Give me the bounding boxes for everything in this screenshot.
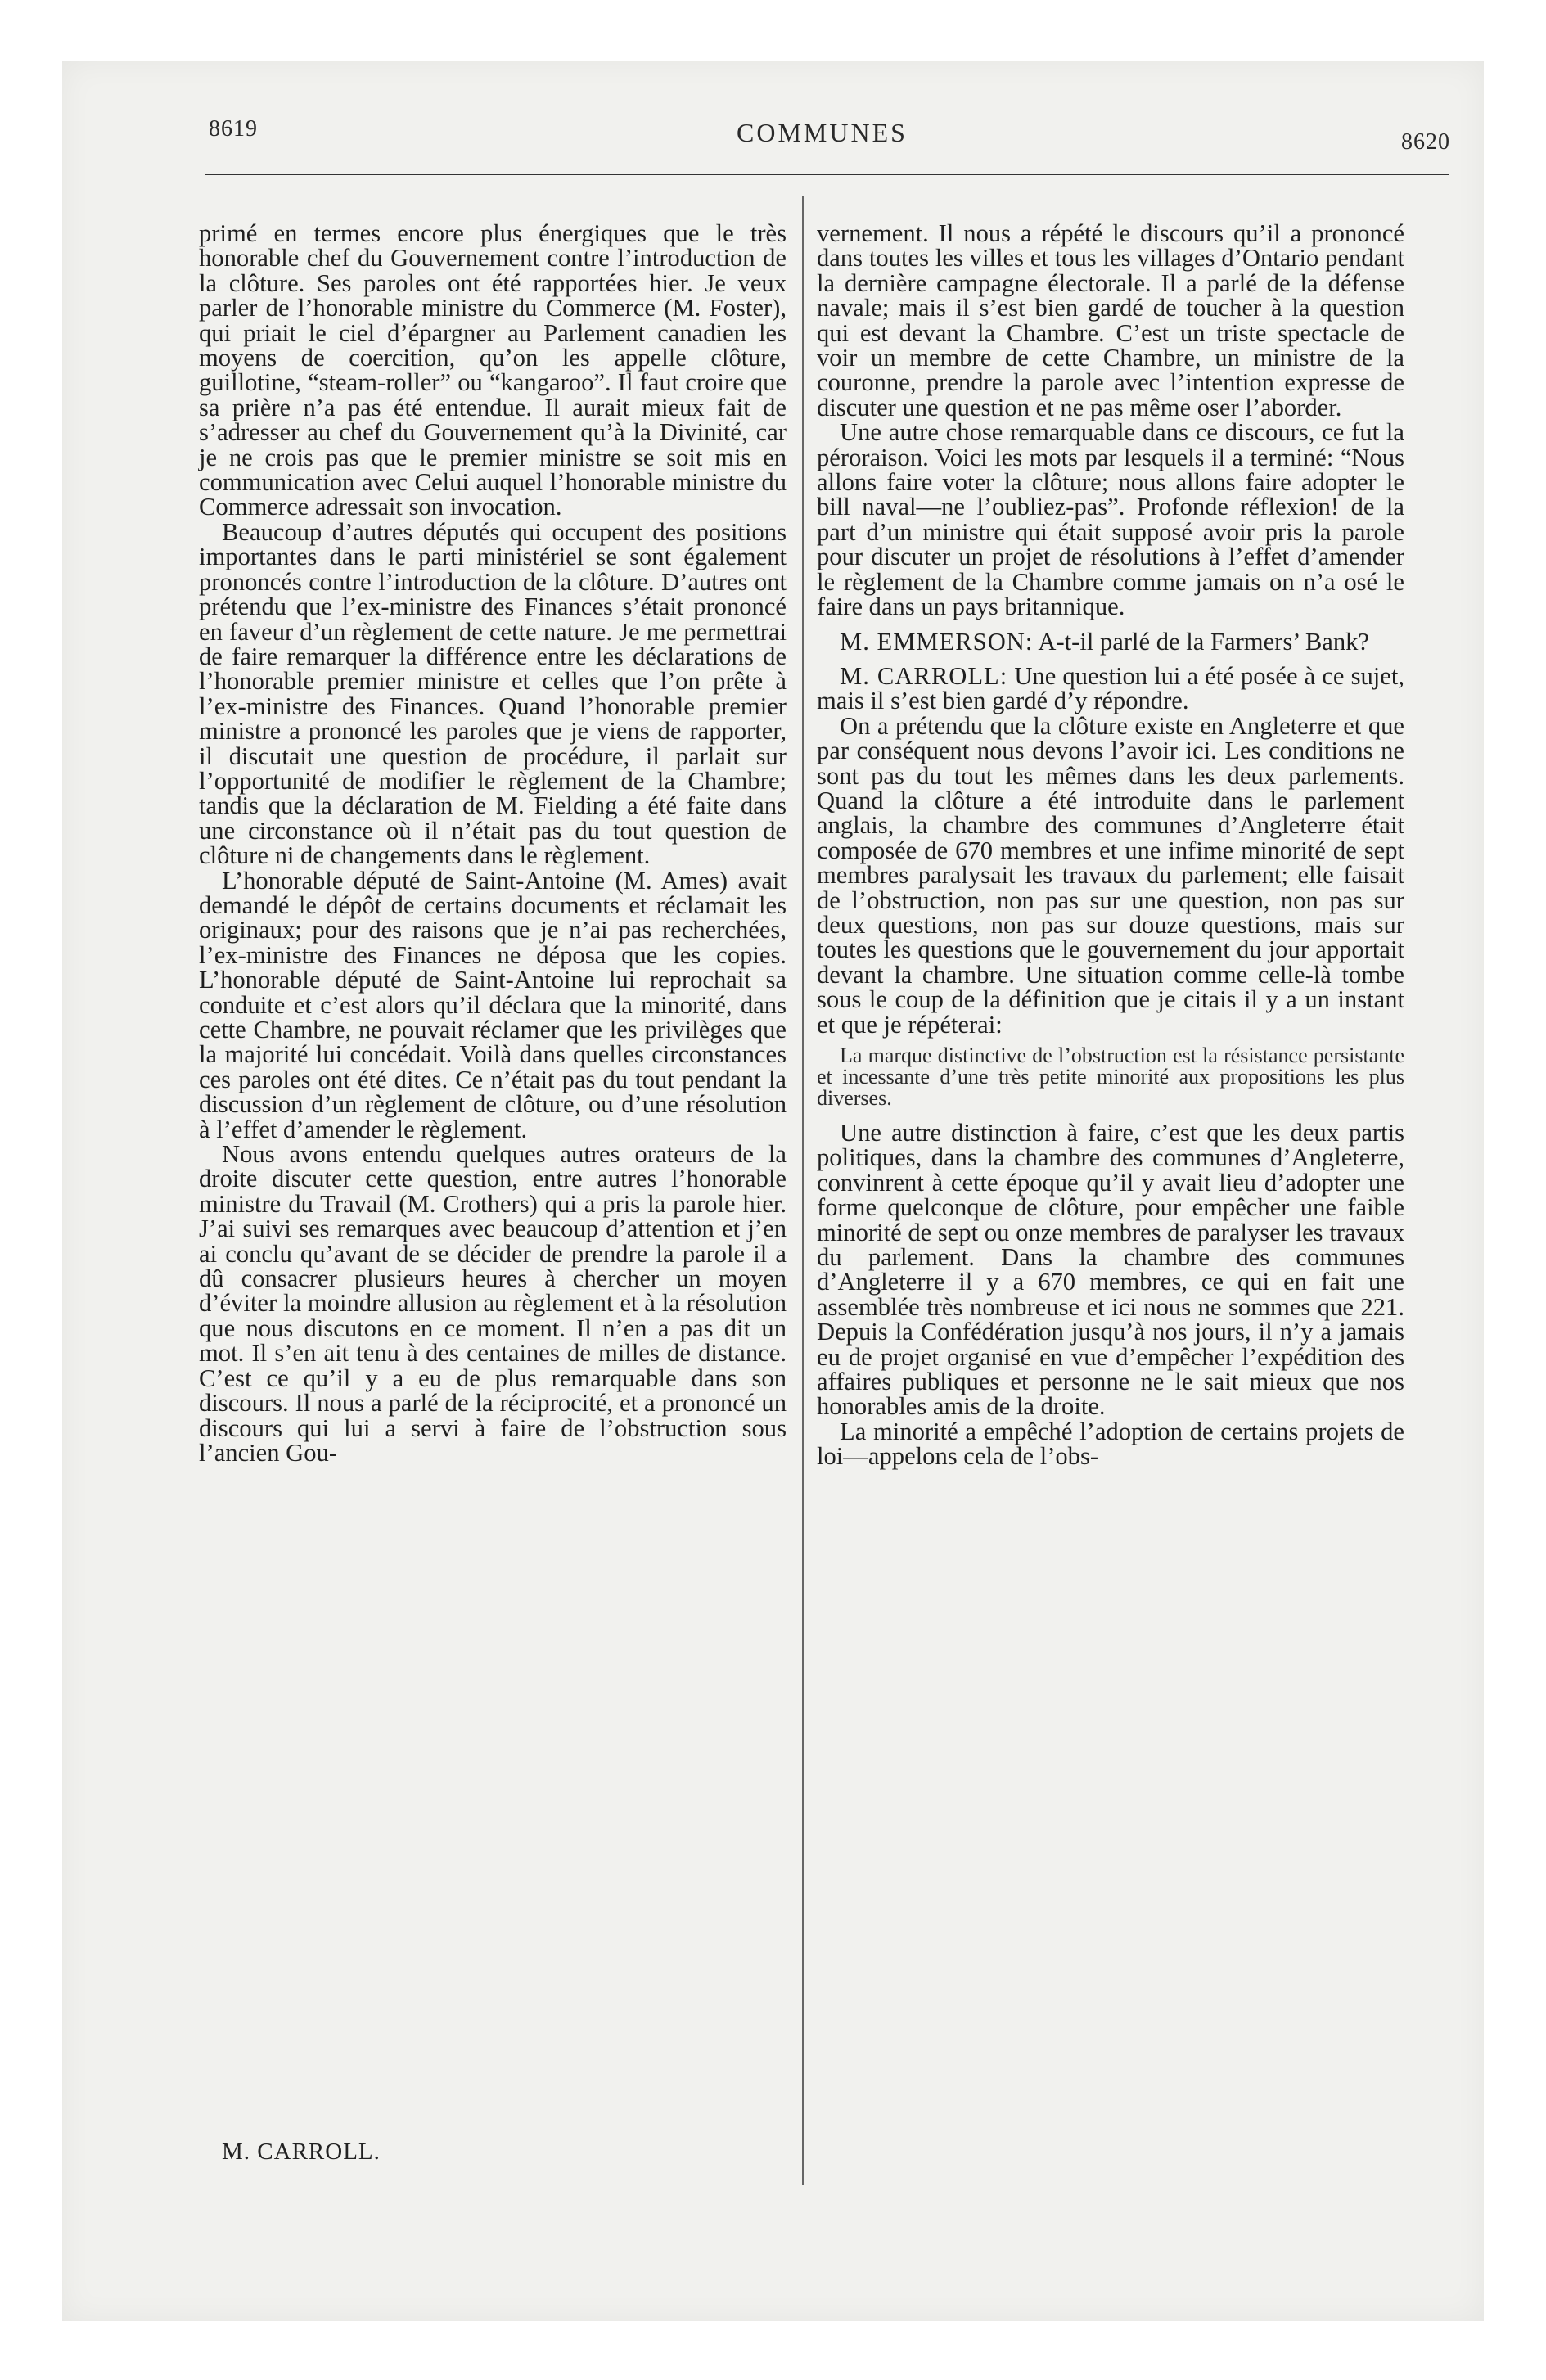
left-column	[199, 221, 787, 1465]
page-number-right: 8620	[1401, 129, 1450, 155]
left-paragraph-4: Nous avons entendu quelques autres orateurs de la droite discuter cette question, entre autres l’honorable ministre du Travail (M. Crothers) qui a pris la parole hier. J’ai suivi ses remarques avec beaucoup d’attention et j’en ai conclu qu’avant de se décider de prendre la parole il a dû consacrer plusieurs heures à chercher un moyen d’éviter la moindre allusion au règlement et à la résolution que nous discutons en ce moment. Il n’en a pas dit un mot. Il s’en ait tenu à des centaines de milles de distance. C’est ce qu’il y a eu de plus remarquable dans son discours. Il nous a parlé de la réciprocité, et a prononcé un discours qui lui a servi à faire de l’obstruction sous l’ancien Gou-	[199, 1140, 787, 1467]
right-paragraph-3: On a prétendu que la clôture existe en Angleterre et que par conséquent nous devons l’avoir ici. Les conditions ne sont pas du tout les mêmes dans les deux parlements. Quand la clôture a été introduite dans le parlement anglais, la chambre des communes d’Angleterre était composée de 670 membres et une infime minorité de sept membres paralysait les travaux du parlement; elle faisait de l’obstruction, non pas sur une question, non pas sur deux questions, non pas sur douze questions, mais sur toutes les questions que le gouvernement du jour apportait devant la chambre. Une situation comme celle-là tombe sous le coup de la définition que je citais il y a un instant et que je répéterai:	[817, 711, 1404, 1039]
right-paragraph-2: Une autre chose remarquable dans ce discours, ce fut la péroraison. Voici les mots par lesquels il a terminé: “Nous allons faire voter la clôture; nous allons faire adopter le bill naval—ne l’oubliez-pas”. Profonde réflexion! de la part d’un ministre qui était supposé avoir pris la parole pour discuter un projet de résolutions à l’effet d’amender le règlement de la Chambre comme jamais on n’a osé le faire dans un pays britannique.	[817, 418, 1404, 621]
right-column	[817, 221, 1404, 1469]
right-paragraph-1: vernement. Il nous a répété le discours qu’il a prononcé dans toutes les villes et tous les villages d’Ontario pendant la dernière campagne électorale. Il a parlé de la défense navale; mais il s’est bien gardé de toucher à la question qui est devant la Chambre. C’est un triste spectacle de voir un membre de cette Chambre, un ministre de la couronne, prendre la parole avec l’intention expresse de discuter une question et ne pas même oser l’aborder.	[817, 219, 1404, 421]
left-paragraph-3: L’honorable député de Saint-Antoine (M. Ames) avait demandé le dépôt de certains documents et réclamait les originaux; pour des raisons que je n’ai pas recherchées, l’ex-ministre des Finances ne déposa que les copies. L’honorable député de Saint-Antoine lui reprochait sa conduite et c’est alors qu’il déclara que la minorité, dans cette Chambre, ne pouvait réclamer que les privilèges que la majorité lui concédait. Voilà dans quelles circonstances ces paroles ont été dites. Ce n’était pas du tout pendant la discussion d’un règlement de clôture, ou d’une résolution à l’effet d’amender le règlement.	[199, 866, 787, 1143]
speaker-name: M. CARROLL:	[840, 661, 1008, 690]
footer-speaker-tag: M. CARROLL.	[222, 2139, 381, 2165]
header-rule-top	[205, 174, 1449, 175]
page-number-left: 8619	[209, 116, 258, 142]
left-paragraph-2: Beaucoup d’autres députés qui occupent des positions importantes dans le parti ministériel se sont également prononcés contre l’introduction de la clôture. D’autres ont prétendu que l’ex-ministre des Finances s’était prononcé en faveur d’un règlement de cette nature. Je me permettrai de faire remarquer la différence entre les déclarations de l’honorable premier ministre et celles que l’on prête à l’ex-ministre des Finances. Quand l’honorable premier ministre a prononcé les paroles que je viens de rapporter, il discutait une question de procédure, il parlait sur l’opportunité de modifier le règlement de la Chambre; tandis que la déclaration de M. Fielding a été faite dans une circonstance où il n’était pas du tout question de clôture ni de changements dans le règlement.	[199, 517, 787, 870]
left-paragraph-1: primé en termes encore plus énergiques que le très honorable chef du Gouvernement contre l’introduction de la clôture. Ses paroles ont été rapportées hier. Je veux parler de l’honorable ministre du Commerce (M. Foster), qui priait le ciel d’épargner au Parlement canadien les moyens de coercition, qu’on les appelle clôture, guillotine, “steam-roller” ou “kangaroo”. Il faut croire que sa prière n’a pas été entendue. Il aurait mieux fait de s’adresser au chef du Gouvernement qu’à la Divinité, car je ne crois pas que le premier ministre se soit mis en communication avec Celui auquel l’honorable ministre du Commerce adressait son invocation.	[199, 219, 787, 521]
column-divider	[802, 196, 804, 2185]
quoted-definition: La marque distinctive de l’obstruction est la résistance persistante et incessante d’une très petite minorité aux propositions les plus diverses.	[817, 1044, 1404, 1110]
right-paragraph-4: Une autre distinction à faire, c’est que les deux partis politiques, dans la chambre des communes d’Angleterre, convinrent à cette époque qu’il y avait lieu d’adopter une forme quelconque de clôture, pour empêcher une faible minorité de sept ou onze membres de paralyser les travaux du parlement. Dans la chambre des communes d’Angleterre il y a 670 membres, ce qui en fait une assemblée très nombreuse et ici nous ne sommes que 221. Depuis la Confédération jusqu’à nos jours, il n’y a jamais eu de projet organisé en vue d’empêcher l’expédition des affaires publiques et personne ne le sait mieux que nos honorables amis de la droite.	[817, 1119, 1404, 1421]
speaker-name: M. EMMERSON:	[840, 627, 1034, 656]
right-paragraph-5: La minorité a empêché l’adoption de certains projets de loi—appelons cela de l’obs-	[817, 1417, 1404, 1471]
speech-text: Une question lui a été posée à ce sujet, mais il s’est bien gardé d’y répondre.	[817, 661, 1404, 715]
carroll-intervention	[817, 661, 1404, 715]
speech-text: A-t-il parlé de la Farmers’ Bank?	[1038, 627, 1369, 656]
running-head-title: COMMUNES	[737, 118, 908, 147]
emmerson-intervention	[817, 629, 1404, 654]
